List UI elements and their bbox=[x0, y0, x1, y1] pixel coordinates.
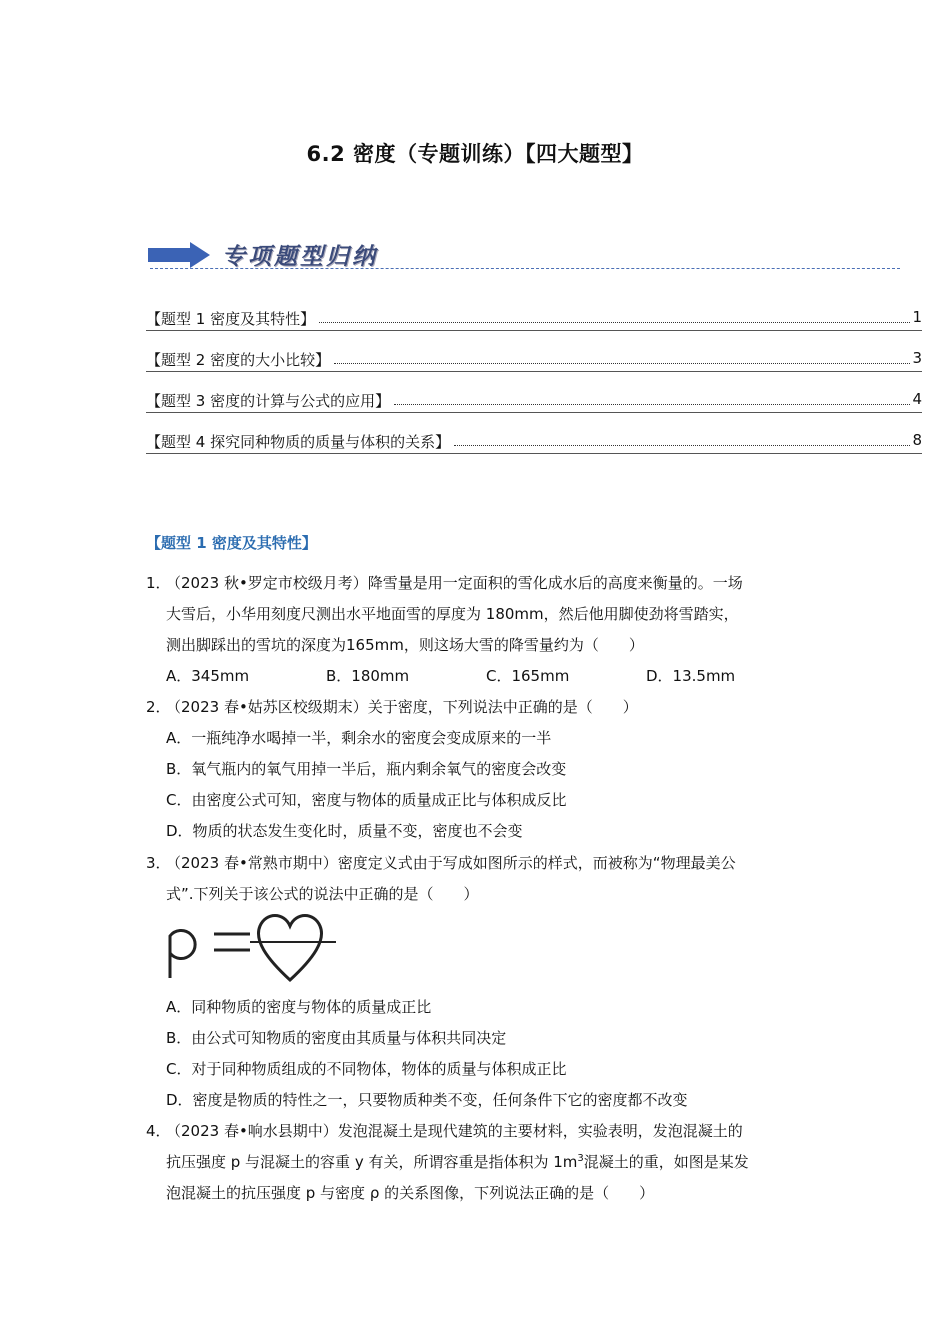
question-4 bbox=[146, 1116, 816, 1209]
toc-item-page: 3 bbox=[912, 349, 922, 367]
question-2 bbox=[146, 692, 816, 847]
table-of-contents bbox=[146, 308, 922, 472]
toc-leader bbox=[334, 349, 910, 364]
toc-item[interactable] bbox=[146, 349, 922, 390]
toc-item[interactable] bbox=[146, 431, 922, 472]
text-segment: 混凝土的重，如图是某发 bbox=[583, 1153, 749, 1171]
question-number: 1． bbox=[146, 574, 171, 592]
toc-item-page: 8 bbox=[912, 431, 922, 449]
option-d: D．物质的状态发生变化时，质量不变，密度也不会变 bbox=[166, 822, 523, 840]
question-text-line bbox=[166, 1147, 816, 1178]
toc-item[interactable] bbox=[146, 390, 922, 431]
text-segment: 抗压强度 p 与混凝土的容重 y 有关，所谓容重是指体积为 1m bbox=[166, 1153, 578, 1171]
question-3 bbox=[146, 848, 816, 910]
toc-leader bbox=[394, 390, 910, 405]
section-heading: 【题型 1 密度及其特性】 bbox=[146, 534, 317, 552]
superscript: 3 bbox=[577, 1153, 584, 1164]
option-a: A．同种物质的密度与物体的质量成正比 bbox=[166, 998, 432, 1016]
section-banner bbox=[148, 236, 908, 276]
toc-item-label: 【题型 3 密度的计算与公式的应用】 bbox=[146, 392, 391, 410]
question-text-line: （2023 春•响水县期中）发泡混凝土是现代建筑的主要材料，实验表明，发泡混凝土的 bbox=[166, 1122, 743, 1140]
question-text-line: 式”.下列关于该公式的说法中正确的是（ ） bbox=[166, 885, 479, 903]
question-number: 4． bbox=[146, 1122, 171, 1140]
toc-leader bbox=[454, 431, 910, 446]
banner-divider bbox=[150, 268, 900, 269]
density-formula-image bbox=[166, 908, 338, 986]
option-b: B．氧气瓶内的氧气用掉一半后，瓶内剩余氧气的密度会改变 bbox=[166, 760, 567, 778]
option-c: C．对于同种物质组成的不同物体，物体的质量与体积成正比 bbox=[166, 1060, 567, 1078]
option-b: B．180mm bbox=[326, 667, 410, 685]
question-1 bbox=[146, 568, 816, 692]
option-list bbox=[166, 661, 816, 692]
question-text-line: 测出脚踩出的雪坑的深度为165mm，则这场大雪的降雪量约为（ ） bbox=[166, 636, 644, 654]
question-number: 3． bbox=[146, 854, 171, 872]
toc-item-label: 【题型 1 密度及其特性】 bbox=[146, 310, 316, 328]
option-d: D．13.5mm bbox=[646, 667, 736, 685]
option-a: A．345mm bbox=[166, 667, 250, 685]
question-text-line: 泡混凝土的抗压强度 p 与密度 ρ 的关系图像，下列说法正确的是（ ） bbox=[166, 1184, 655, 1202]
toc-item-label: 【题型 4 探究同种物质的质量与体积的关系】 bbox=[146, 433, 451, 451]
banner-title: 专项题型归纳 bbox=[222, 244, 378, 270]
option-d: D．密度是物质的特性之一，只要物质种类不变，任何条件下它的密度都不改变 bbox=[166, 1091, 688, 1109]
page-title: 6.2 密度（专题训练）【四大题型】 bbox=[306, 142, 644, 166]
question-text-line: （2023 春•姑苏区校级期末）关于密度，下列说法中正确的是（ ） bbox=[166, 698, 638, 716]
toc-item-label: 【题型 2 密度的大小比较】 bbox=[146, 351, 331, 369]
question-number: 2． bbox=[146, 698, 171, 716]
toc-item[interactable] bbox=[146, 308, 922, 349]
option-c: C．由密度公式可知，密度与物体的质量成正比与体积成反比 bbox=[166, 791, 567, 809]
toc-item-page: 4 bbox=[912, 390, 922, 408]
option-a: A．一瓶纯净水喝掉一半，剩余水的密度会变成原来的一半 bbox=[166, 729, 552, 747]
question-3-options bbox=[146, 992, 816, 1116]
option-c: C．165mm bbox=[486, 667, 570, 685]
question-text-line: （2023 秋•罗定市校级月考）降雪量是用一定面积的雪化成水后的高度来衡量的。一场 bbox=[166, 574, 743, 592]
arrow-right-icon bbox=[148, 242, 212, 268]
toc-item-page: 1 bbox=[912, 308, 922, 326]
toc-leader bbox=[319, 308, 910, 323]
question-text-line: （2023 春•常熟市期中）密度定义式由于写成如图所示的样式，而被称为“物理最美公 bbox=[166, 854, 736, 872]
question-text-line: 大雪后，小华用刻度尺测出水平地面雪的厚度为 180mm，然后他用脚使劲将雪踏实， bbox=[166, 605, 739, 623]
option-b: B．由公式可知物质的密度由其质量与体积共同决定 bbox=[166, 1029, 507, 1047]
